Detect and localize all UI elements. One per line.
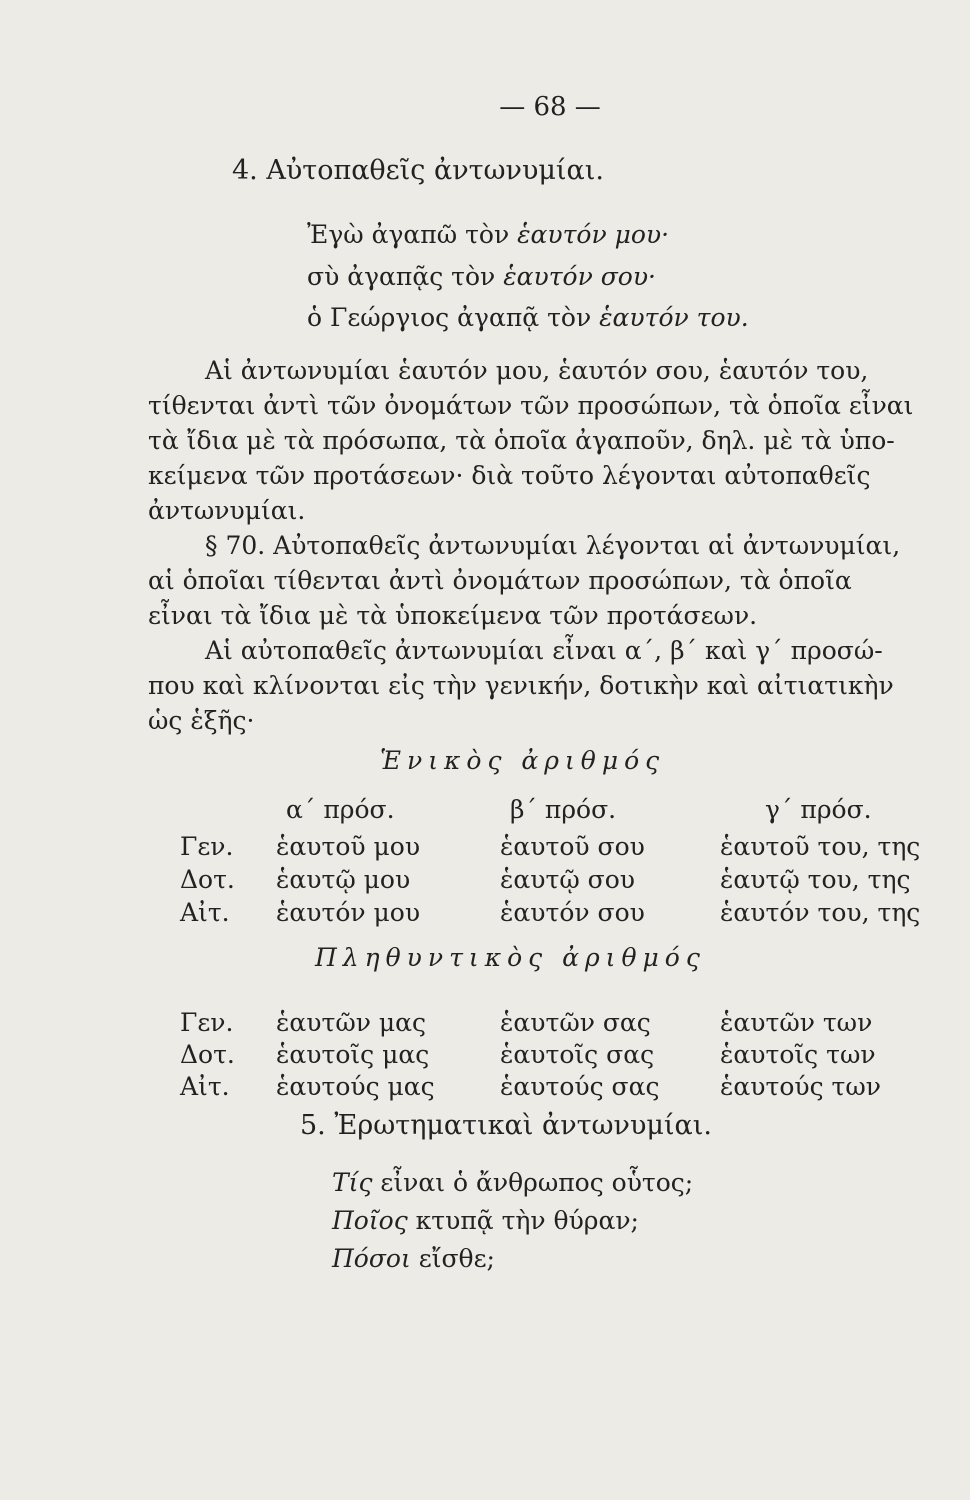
rule-line: ὡς ἑξῆς· bbox=[148, 706, 255, 735]
case-label: Γεν. bbox=[180, 832, 234, 861]
rule-line: εἶναι τὰ ἴδια μὲ τὰ ὑποκείμενα τῶν προτάσεων. bbox=[148, 601, 758, 630]
paragraph-line: τὰ ἴδια μὲ τὰ πρόσωπα, τὰ ὁποῖα ἀγαποῦν, δηλ. μὲ τὰ ὑπο- bbox=[148, 426, 895, 455]
person-header: γ΄ πρόσ. bbox=[765, 795, 872, 824]
case-label: Αἰτ. bbox=[180, 1072, 230, 1101]
example-italic: ἑαυτόν σου· bbox=[503, 262, 657, 291]
person-header: α΄ πρόσ. bbox=[286, 795, 395, 824]
example-italic: Τίς bbox=[332, 1168, 373, 1197]
declension-form: ἑαυτόν του, της bbox=[720, 898, 921, 927]
declension-form: ἑαυτοῖς σας bbox=[500, 1040, 655, 1069]
case-label: Γεν. bbox=[180, 1008, 234, 1037]
example-text: ὁ Γεώργιος ἀγαπᾷ τὸν bbox=[307, 303, 600, 332]
example-italic: ἑαυτόν μου· bbox=[517, 220, 670, 249]
example-italic: Ποῖος bbox=[332, 1206, 408, 1235]
declension-form: ἑαυτόν μου bbox=[276, 898, 421, 927]
declension-form: ἑαυτῶν των bbox=[720, 1008, 873, 1037]
example-line bbox=[307, 222, 669, 247]
rule-line: § 70. Αὐτοπαθεῖς ἀντωνυμίαι λέγονται αἱ ἀντωνυμίαι, bbox=[205, 531, 901, 560]
question-example bbox=[332, 1170, 693, 1195]
case-label: Δοτ. bbox=[180, 1040, 235, 1069]
declension-form: ἑαυτούς μας bbox=[276, 1072, 435, 1101]
declension-form: ἑαυτούς των bbox=[720, 1072, 881, 1101]
plural-heading: Πληθυντικὸς ἀριθμός bbox=[315, 943, 706, 972]
section-5-title: 5. Ἐρωτηματικαὶ ἀντωνυμίαι. bbox=[300, 1110, 712, 1141]
example-text: εἴσθε; bbox=[410, 1244, 495, 1273]
question-example bbox=[332, 1246, 495, 1271]
declension-form: ἑαυτῷ του, της bbox=[720, 865, 911, 894]
declension-form: ἑαυτούς σας bbox=[500, 1072, 660, 1101]
declension-form: ἑαυτοῦ μου bbox=[276, 832, 421, 861]
paragraph-line: ἀντωνυμίαι. bbox=[148, 496, 306, 525]
declension-form: ἑαυτῷ μου bbox=[276, 865, 411, 894]
declension-form: ἑαυτῶν σας bbox=[500, 1008, 651, 1037]
example-text: εἶναι ὁ ἄνθρωπος οὗτος; bbox=[372, 1168, 694, 1197]
example-text: σὺ ἀγαπᾷς τὸν bbox=[307, 262, 504, 291]
question-example bbox=[332, 1208, 639, 1233]
case-label: Δοτ. bbox=[180, 865, 235, 894]
case-label: Αἰτ. bbox=[180, 898, 230, 927]
declension-form: ἑαυτοῖς μας bbox=[276, 1040, 430, 1069]
declension-form: ἑαυτῶν μας bbox=[276, 1008, 426, 1037]
section-4-title: 4. Αὐτοπαθεῖς ἀντωνυμίαι. bbox=[232, 155, 604, 186]
page-number: — 68 — bbox=[499, 92, 601, 122]
singular-heading: Ἑνικὸς ἀριθμός bbox=[380, 746, 666, 775]
person-header: β΄ πρόσ. bbox=[510, 795, 617, 824]
paragraph-line: κείμενα τῶν προτάσεων· διὰ τοῦτο λέγονται αὐτοπαθεῖς bbox=[148, 461, 871, 490]
declension-form: ἑαυτοῖς των bbox=[720, 1040, 876, 1069]
paragraph-line: Αἱ ἀντωνυμίαι ἑαυτόν μου, ἑαυτόν σου, ἑαυτόν του, bbox=[205, 356, 869, 385]
declension-form: ἑαυτοῦ του, της bbox=[720, 832, 921, 861]
example-text: κτυπᾷ τὴν θύραν; bbox=[407, 1206, 639, 1235]
rule-line: που καὶ κλίνονται εἰς τὴν γενικήν, δοτικὴν καὶ αἰτιατικὴν bbox=[148, 671, 894, 700]
example-text: Ἐγὼ ἀγαπῶ τὸν bbox=[307, 220, 518, 249]
example-line bbox=[307, 264, 656, 289]
example-line bbox=[307, 305, 749, 330]
paragraph-line: τίθενται ἀντὶ τῶν ὀνομάτων τῶν προσώπων, τὰ ὁποῖα εἶναι bbox=[148, 391, 914, 420]
rule-line: Αἱ αὐτοπαθεῖς ἀντωνυμίαι εἶναι α΄, β΄ καὶ γ΄ προσώ- bbox=[205, 636, 883, 665]
declension-form: ἑαυτῷ σου bbox=[500, 865, 635, 894]
rule-line: αἱ ὁποῖαι τίθενται ἀντὶ ὀνομάτων προσώπων, τὰ ὁποῖα bbox=[148, 566, 852, 595]
example-italic: ἑαυτόν του. bbox=[599, 303, 749, 332]
example-italic: Πόσοι bbox=[332, 1244, 411, 1273]
declension-form: ἑαυτόν σου bbox=[500, 898, 645, 927]
declension-form: ἑαυτοῦ σου bbox=[500, 832, 645, 861]
